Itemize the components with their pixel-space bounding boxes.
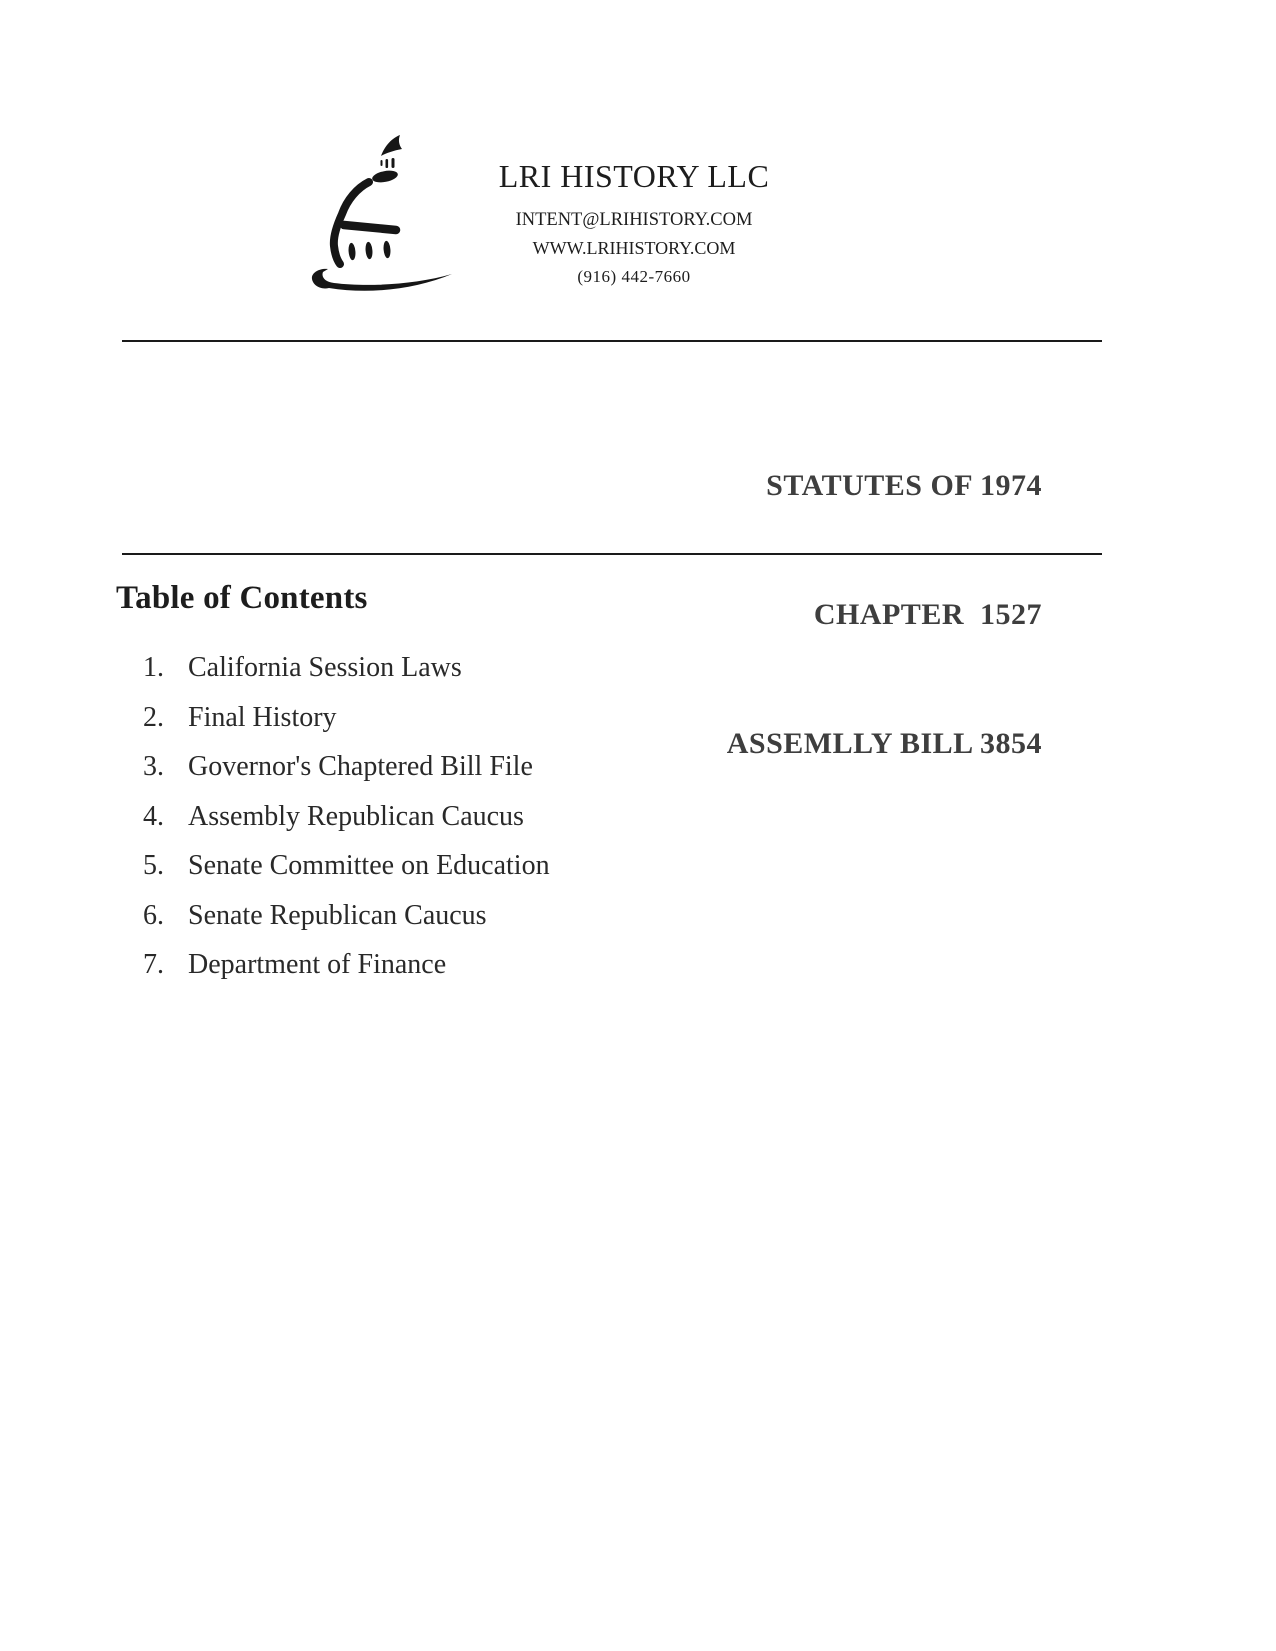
logo-colonnade-bar bbox=[344, 225, 396, 230]
logo-tick bbox=[392, 158, 395, 168]
logo-column bbox=[348, 243, 356, 261]
toc-item bbox=[143, 891, 550, 941]
toc-item-label: Assembly Republican Caucus bbox=[188, 800, 524, 832]
toc-item bbox=[143, 693, 550, 743]
toc-item bbox=[143, 742, 550, 792]
toc-item-label: Senate Republican Caucus bbox=[188, 899, 487, 931]
toc-heading: Table of Contents bbox=[116, 580, 368, 616]
logo-tick bbox=[386, 159, 389, 168]
company-email: INTENT@LRIHISTORY.COM bbox=[515, 210, 753, 230]
toc-item-number: 2. bbox=[143, 701, 164, 733]
toc-item-number: 4. bbox=[143, 800, 164, 832]
toc-item bbox=[143, 792, 550, 842]
logo-tick bbox=[381, 160, 383, 166]
toc-item bbox=[143, 940, 550, 990]
toc-item-label: Final History bbox=[188, 701, 337, 733]
chapter-line: CHAPTER 1527 bbox=[813, 598, 1042, 631]
bottom-divider-line bbox=[122, 553, 1102, 555]
toc-item bbox=[143, 643, 550, 693]
toc-item-number: 1. bbox=[143, 652, 164, 683]
assembly-bill-line: ASSEMLLY BILL 3854 bbox=[726, 727, 1042, 760]
toc-item-label: Senate Committee on Education bbox=[188, 850, 550, 881]
logo-column bbox=[383, 241, 391, 259]
toc-item-label: Department of Finance bbox=[188, 949, 447, 980]
toc-item-number: 6. bbox=[143, 899, 164, 931]
top-divider-line bbox=[122, 340, 1102, 342]
toc-list bbox=[143, 643, 550, 990]
logo-base-swoosh bbox=[312, 269, 452, 291]
bill-reference-block bbox=[727, 378, 1042, 851]
company-website: WWW.LRIHISTORY.COM bbox=[532, 238, 736, 258]
logo-column bbox=[365, 242, 373, 260]
toc-item-number: 7. bbox=[143, 949, 164, 980]
toc-item-label: California Session Laws bbox=[188, 652, 462, 683]
toc-item-label: Governor's Chaptered Bill File bbox=[188, 751, 533, 782]
company-name: LRI HISTORY LLC bbox=[498, 158, 770, 194]
toc-item bbox=[143, 841, 550, 891]
company-phone: (916) 442-7660 bbox=[577, 267, 691, 286]
logo-flag bbox=[381, 135, 402, 156]
toc-item-number: 5. bbox=[143, 850, 164, 881]
toc-item-number: 3. bbox=[143, 751, 164, 782]
statutes-line: STATUTES OF 1974 bbox=[766, 469, 1042, 502]
logo-lantern bbox=[371, 169, 399, 185]
